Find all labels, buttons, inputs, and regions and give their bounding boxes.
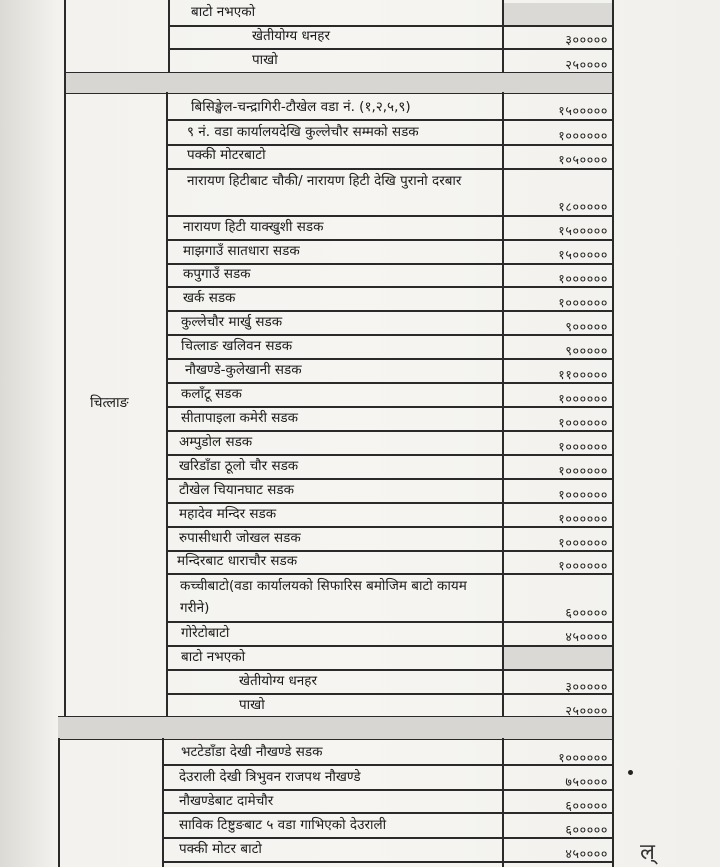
row-name: ९ नं. वडा कार्यालयदेखि कुल्लेचौर सम्मको सडक	[187, 124, 419, 140]
row-name: खरिडाँडा ठूलो चौर सडक	[179, 458, 299, 474]
row-rule	[166, 669, 613, 671]
row-name: कुल्लेचौर मार्खु सडक	[181, 314, 283, 330]
row-amount: ६०००००	[565, 605, 608, 620]
row-amount: ७५००००	[565, 774, 608, 789]
row-amount: १००००००	[558, 535, 608, 550]
handwritten-mark: ल्	[640, 840, 655, 865]
row-rule	[166, 119, 613, 121]
row-name: नौखण्डे-कुलेखानी सडक	[185, 362, 302, 378]
row-name: पाखो	[239, 697, 265, 713]
row-amount: १८०००००	[558, 199, 608, 214]
row-amount: १५०००००	[558, 103, 608, 118]
row-amount: ३०००००	[565, 32, 608, 47]
row-rule	[168, 25, 613, 27]
section-band	[64, 72, 612, 94]
table-right-border	[612, 0, 614, 867]
row-rule	[166, 645, 613, 647]
row-name: साविक टिष्टुङबाट ५ वडा गाभिएको देउराली	[179, 817, 387, 833]
row-name: सीतापाइला कमेरी सडक	[181, 410, 299, 426]
row-rule	[166, 215, 613, 217]
row-name: कच्चीबाटो(वडा कार्यालयको सिफारिस बमोजिम बाटो कायम गरीने)	[180, 578, 467, 616]
row-name: मन्दिरबाट धाराचौर सडक	[177, 553, 298, 569]
row-name: नारायण हिटीबाट चौकी/ नारायण हिटी देखि पुरानो दरबार	[187, 173, 462, 189]
row-name: खेतीयोग्य धनहर	[239, 673, 317, 689]
row-amount: १००००००	[558, 463, 608, 478]
row-name: गोरेटोबाटो	[181, 625, 230, 641]
row-amount: ३०००००	[565, 679, 608, 694]
row-amount: ९०००००	[565, 343, 608, 358]
table-left-border	[58, 738, 60, 867]
row-name: पक्की मोटरबाटो	[187, 147, 266, 163]
row-amount: ९०००००	[565, 319, 608, 334]
row-name: महादेव मन्दिर सडक	[179, 506, 277, 522]
shaded-cell	[503, 645, 612, 669]
row-amount: १००००००	[558, 487, 608, 502]
row-amount: ६०००००	[565, 798, 608, 813]
row-amount: ४५००००	[565, 846, 608, 861]
row-amount: १००००००	[558, 295, 608, 310]
row-name: बाटो नभएको	[191, 4, 256, 20]
row-name: भटटेडाँडा देखी नौखण्डे सडक	[181, 744, 323, 760]
column-rule	[168, 0, 170, 72]
row-name: खेतीयोग्य धनहर	[252, 28, 330, 44]
row-name: कलाँटू सडक	[181, 386, 242, 402]
row-name: नौखण्डेबाट दामेचौर	[179, 793, 274, 809]
row-amount: ६०००००	[565, 822, 608, 837]
row-name: कपुगाउँ सडक	[183, 266, 251, 282]
row-amount: १००००००	[558, 128, 608, 143]
column-rule	[162, 738, 164, 867]
row-name: माझगाउँ सातधारा सडक	[183, 243, 300, 259]
row-rule	[168, 48, 613, 50]
row-amount: १००००००	[558, 439, 608, 454]
row-name: बाटो नभएको	[181, 649, 246, 665]
row-name: टौखेल चियानघाट सडक	[179, 482, 294, 498]
row-amount: ११०००००	[558, 367, 608, 382]
ward-label: चित्लाङ	[90, 395, 129, 411]
row-amount: १००००००	[558, 750, 608, 765]
row-name: रुपासीधारी जोखल सडक	[179, 530, 301, 546]
row-name: नारायण हिटी याक्खुशी सडक	[183, 219, 324, 235]
row-amount: १००००००	[558, 511, 608, 526]
row-name: अम्पुडोल सडक	[179, 434, 253, 450]
row-amount: १५०००००	[558, 223, 608, 238]
row-name: खर्क सडक	[183, 290, 236, 306]
row-name: देउराली देखी त्रिभुवन राजपथ नौखण्डे	[179, 769, 361, 785]
row-name: चित्लाङ खलिवन सडक	[181, 338, 293, 354]
row-amount: २५००००	[565, 57, 608, 72]
row-rule	[166, 621, 613, 623]
row-amount: १००००००	[558, 271, 608, 286]
row-rule	[166, 239, 613, 241]
row-amount: २५००००	[565, 703, 608, 718]
shaded-cell	[503, 3, 612, 25]
row-amount: १५०००००	[558, 247, 608, 262]
row-name: पक्की मोटर बाटो	[179, 841, 262, 857]
row-amount: १००००००	[558, 558, 608, 573]
row-amount: १०५००००	[558, 152, 608, 167]
row-name: पाखो	[252, 52, 278, 68]
ink-dot	[628, 770, 633, 775]
section-band	[58, 716, 612, 740]
row-amount: ४५००००	[565, 629, 608, 644]
row-amount: १००००००	[558, 391, 608, 406]
row-amount: १००००००	[558, 415, 608, 430]
row-name: बिसिङ्खेल-चन्द्रागिरी-टौखेल वडा नं. (१,२,५,९)	[191, 99, 411, 115]
table-left-border	[64, 0, 66, 716]
